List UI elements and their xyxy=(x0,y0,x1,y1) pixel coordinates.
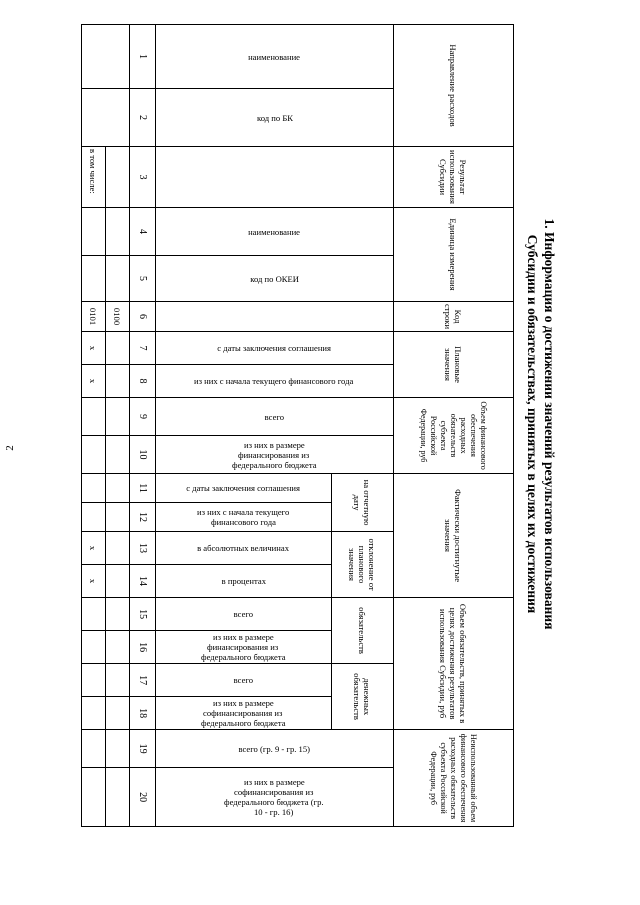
header-financing-volume: Объем финансового обеспечения расходных обязательств субъекта Российской Федерации, руб xyxy=(394,398,514,474)
cell-unit-name[interactable] xyxy=(106,208,130,256)
column-number: 15 xyxy=(130,598,156,631)
cell-deviation-percent[interactable] xyxy=(106,565,130,598)
header-line-code-blank xyxy=(156,302,394,332)
cell-monetary-total[interactable] xyxy=(82,664,106,697)
header-actual-from-agreement: с даты заключения соглашения xyxy=(156,474,332,503)
cell-planned-from-year-start[interactable] xyxy=(106,365,130,398)
header-actual-from-year-start: из них с начала текущего финансового года xyxy=(156,503,332,532)
cell-planned-from-agreement: x xyxy=(82,332,106,365)
column-number: 2 xyxy=(130,89,156,147)
cell-financing-federal[interactable] xyxy=(82,436,106,474)
header-unused: Неиспользованный объем финансового обеспечения расходных обязательств субъекта Российской Федерации, руб xyxy=(394,730,514,827)
header-financing-federal: из них в размере финансирования из федерального бюджета xyxy=(156,436,394,474)
column-number: 10 xyxy=(130,436,156,474)
header-deviation: отклонение от планового значения xyxy=(332,532,394,598)
header-direction-name: наименование xyxy=(156,25,394,89)
page-number: 2 xyxy=(4,445,16,451)
cell-actual-from-year-start[interactable] xyxy=(82,503,106,532)
cell-result: в том числе: xyxy=(82,147,106,208)
cell-monetary-cofin[interactable] xyxy=(106,697,130,730)
header-monetary-obligations: денежных обязательств xyxy=(332,664,394,730)
section-title-line-1: 1. Информация о достижении значений результатов использования xyxy=(542,218,557,630)
header-okei-code: код по ОКЕИ xyxy=(156,256,394,302)
header-result: Результат использования Субсидии xyxy=(394,147,514,208)
header-monetary-cofin: из них в размере софинансирования из федерального бюджета xyxy=(156,697,332,730)
header-bk-code: код по БК xyxy=(156,89,394,147)
cell-deviation-absolute: x xyxy=(82,532,106,565)
column-number: 7 xyxy=(130,332,156,365)
cell-financing-federal[interactable] xyxy=(106,436,130,474)
cell-monetary-cofin[interactable] xyxy=(82,697,106,730)
header-obligations: Объем обязательств, принятых в целях достижения результатов использования Субсидии, руб xyxy=(394,598,514,730)
header-planned-from-agreement: с даты заключения соглашения xyxy=(156,332,394,365)
column-number: 9 xyxy=(130,398,156,436)
header-deviation-absolute: в абсолютных величинах xyxy=(156,532,332,565)
header-obligations-sub: обязательств xyxy=(332,598,394,664)
header-unused-total: всего (гр. 9 - гр. 15) xyxy=(156,730,394,768)
header-financing-total: всего xyxy=(156,398,394,436)
column-number: 20 xyxy=(130,768,156,827)
column-number: 11 xyxy=(130,474,156,503)
section-title xyxy=(514,24,566,824)
column-number: 8 xyxy=(130,365,156,398)
cell-actual-from-agreement[interactable] xyxy=(82,474,106,503)
cell-unused-cofin[interactable] xyxy=(106,768,130,827)
cell-unused-total[interactable] xyxy=(82,730,106,768)
cell-obligations-federal[interactable] xyxy=(82,631,106,664)
cell-planned-from-agreement[interactable] xyxy=(106,332,130,365)
cell-unused-cofin[interactable] xyxy=(82,768,106,827)
header-monetary-total: всего xyxy=(156,664,332,697)
cell-okei-code[interactable] xyxy=(82,256,106,302)
cell-obligations-federal[interactable] xyxy=(106,631,130,664)
header-unit-name: наименование xyxy=(156,208,394,256)
cell-unused-total[interactable] xyxy=(106,730,130,768)
cell-line-code: 0100 xyxy=(106,302,130,332)
cell-financing-total[interactable] xyxy=(106,398,130,436)
header-deviation-percent: в процентах xyxy=(156,565,332,598)
report-table xyxy=(81,24,514,827)
header-obligations-total: всего xyxy=(156,598,332,631)
header-unit: Единица измерения xyxy=(394,208,514,302)
cell-obligations-total[interactable] xyxy=(82,598,106,631)
column-number: 3 xyxy=(130,147,156,208)
column-number: 18 xyxy=(130,697,156,730)
column-number-row xyxy=(130,25,156,827)
cell-direction-name[interactable] xyxy=(82,25,130,89)
column-number: 17 xyxy=(130,664,156,697)
column-number: 6 xyxy=(130,302,156,332)
column-number: 13 xyxy=(130,532,156,565)
cell-actual-from-year-start[interactable] xyxy=(106,503,130,532)
cell-result[interactable] xyxy=(106,147,130,208)
cell-monetary-total[interactable] xyxy=(106,664,130,697)
cell-okei-code[interactable] xyxy=(106,256,130,302)
column-number: 12 xyxy=(130,503,156,532)
cell-financing-total[interactable] xyxy=(82,398,106,436)
header-line-code: Код строки xyxy=(394,302,514,332)
column-number: 4 xyxy=(130,208,156,256)
column-number: 1 xyxy=(130,25,156,89)
header-obligations-federal: из них в размере финансирования из федерального бюджета xyxy=(156,631,332,664)
column-number: 14 xyxy=(130,565,156,598)
cell-bk-code[interactable] xyxy=(82,89,130,147)
header-planned: Плановые значения xyxy=(394,332,514,398)
header-actual: Фактически достигнутые значения xyxy=(394,474,514,598)
table-row xyxy=(106,25,130,827)
header-direction: Направление расходов xyxy=(394,25,514,147)
header-result-blank xyxy=(156,147,394,208)
header-planned-from-year-start: из них с начала текущего финансового года xyxy=(156,365,394,398)
column-number: 19 xyxy=(130,730,156,768)
cell-deviation-percent: x xyxy=(82,565,106,598)
cell-line-code: 0101 xyxy=(82,302,106,332)
section-title-line-2: Субсидии и обязательствах, принятых в целях их достижения xyxy=(525,234,540,614)
rotated-page xyxy=(88,24,566,824)
header-on-reporting-date: на отчетную дату xyxy=(332,474,394,532)
cell-actual-from-agreement[interactable] xyxy=(106,474,130,503)
cell-planned-from-year-start: x xyxy=(82,365,106,398)
cell-deviation-absolute[interactable] xyxy=(106,532,130,565)
cell-unit-name[interactable] xyxy=(82,208,106,256)
column-number: 16 xyxy=(130,631,156,664)
header-row-1 xyxy=(394,25,514,827)
header-unused-cofin: из них в размере софинансирования из федерального бюджета (гр. 10 - гр. 16) xyxy=(156,768,394,827)
cell-obligations-total[interactable] xyxy=(106,598,130,631)
column-number: 5 xyxy=(130,256,156,302)
header-row-2 xyxy=(332,25,394,827)
